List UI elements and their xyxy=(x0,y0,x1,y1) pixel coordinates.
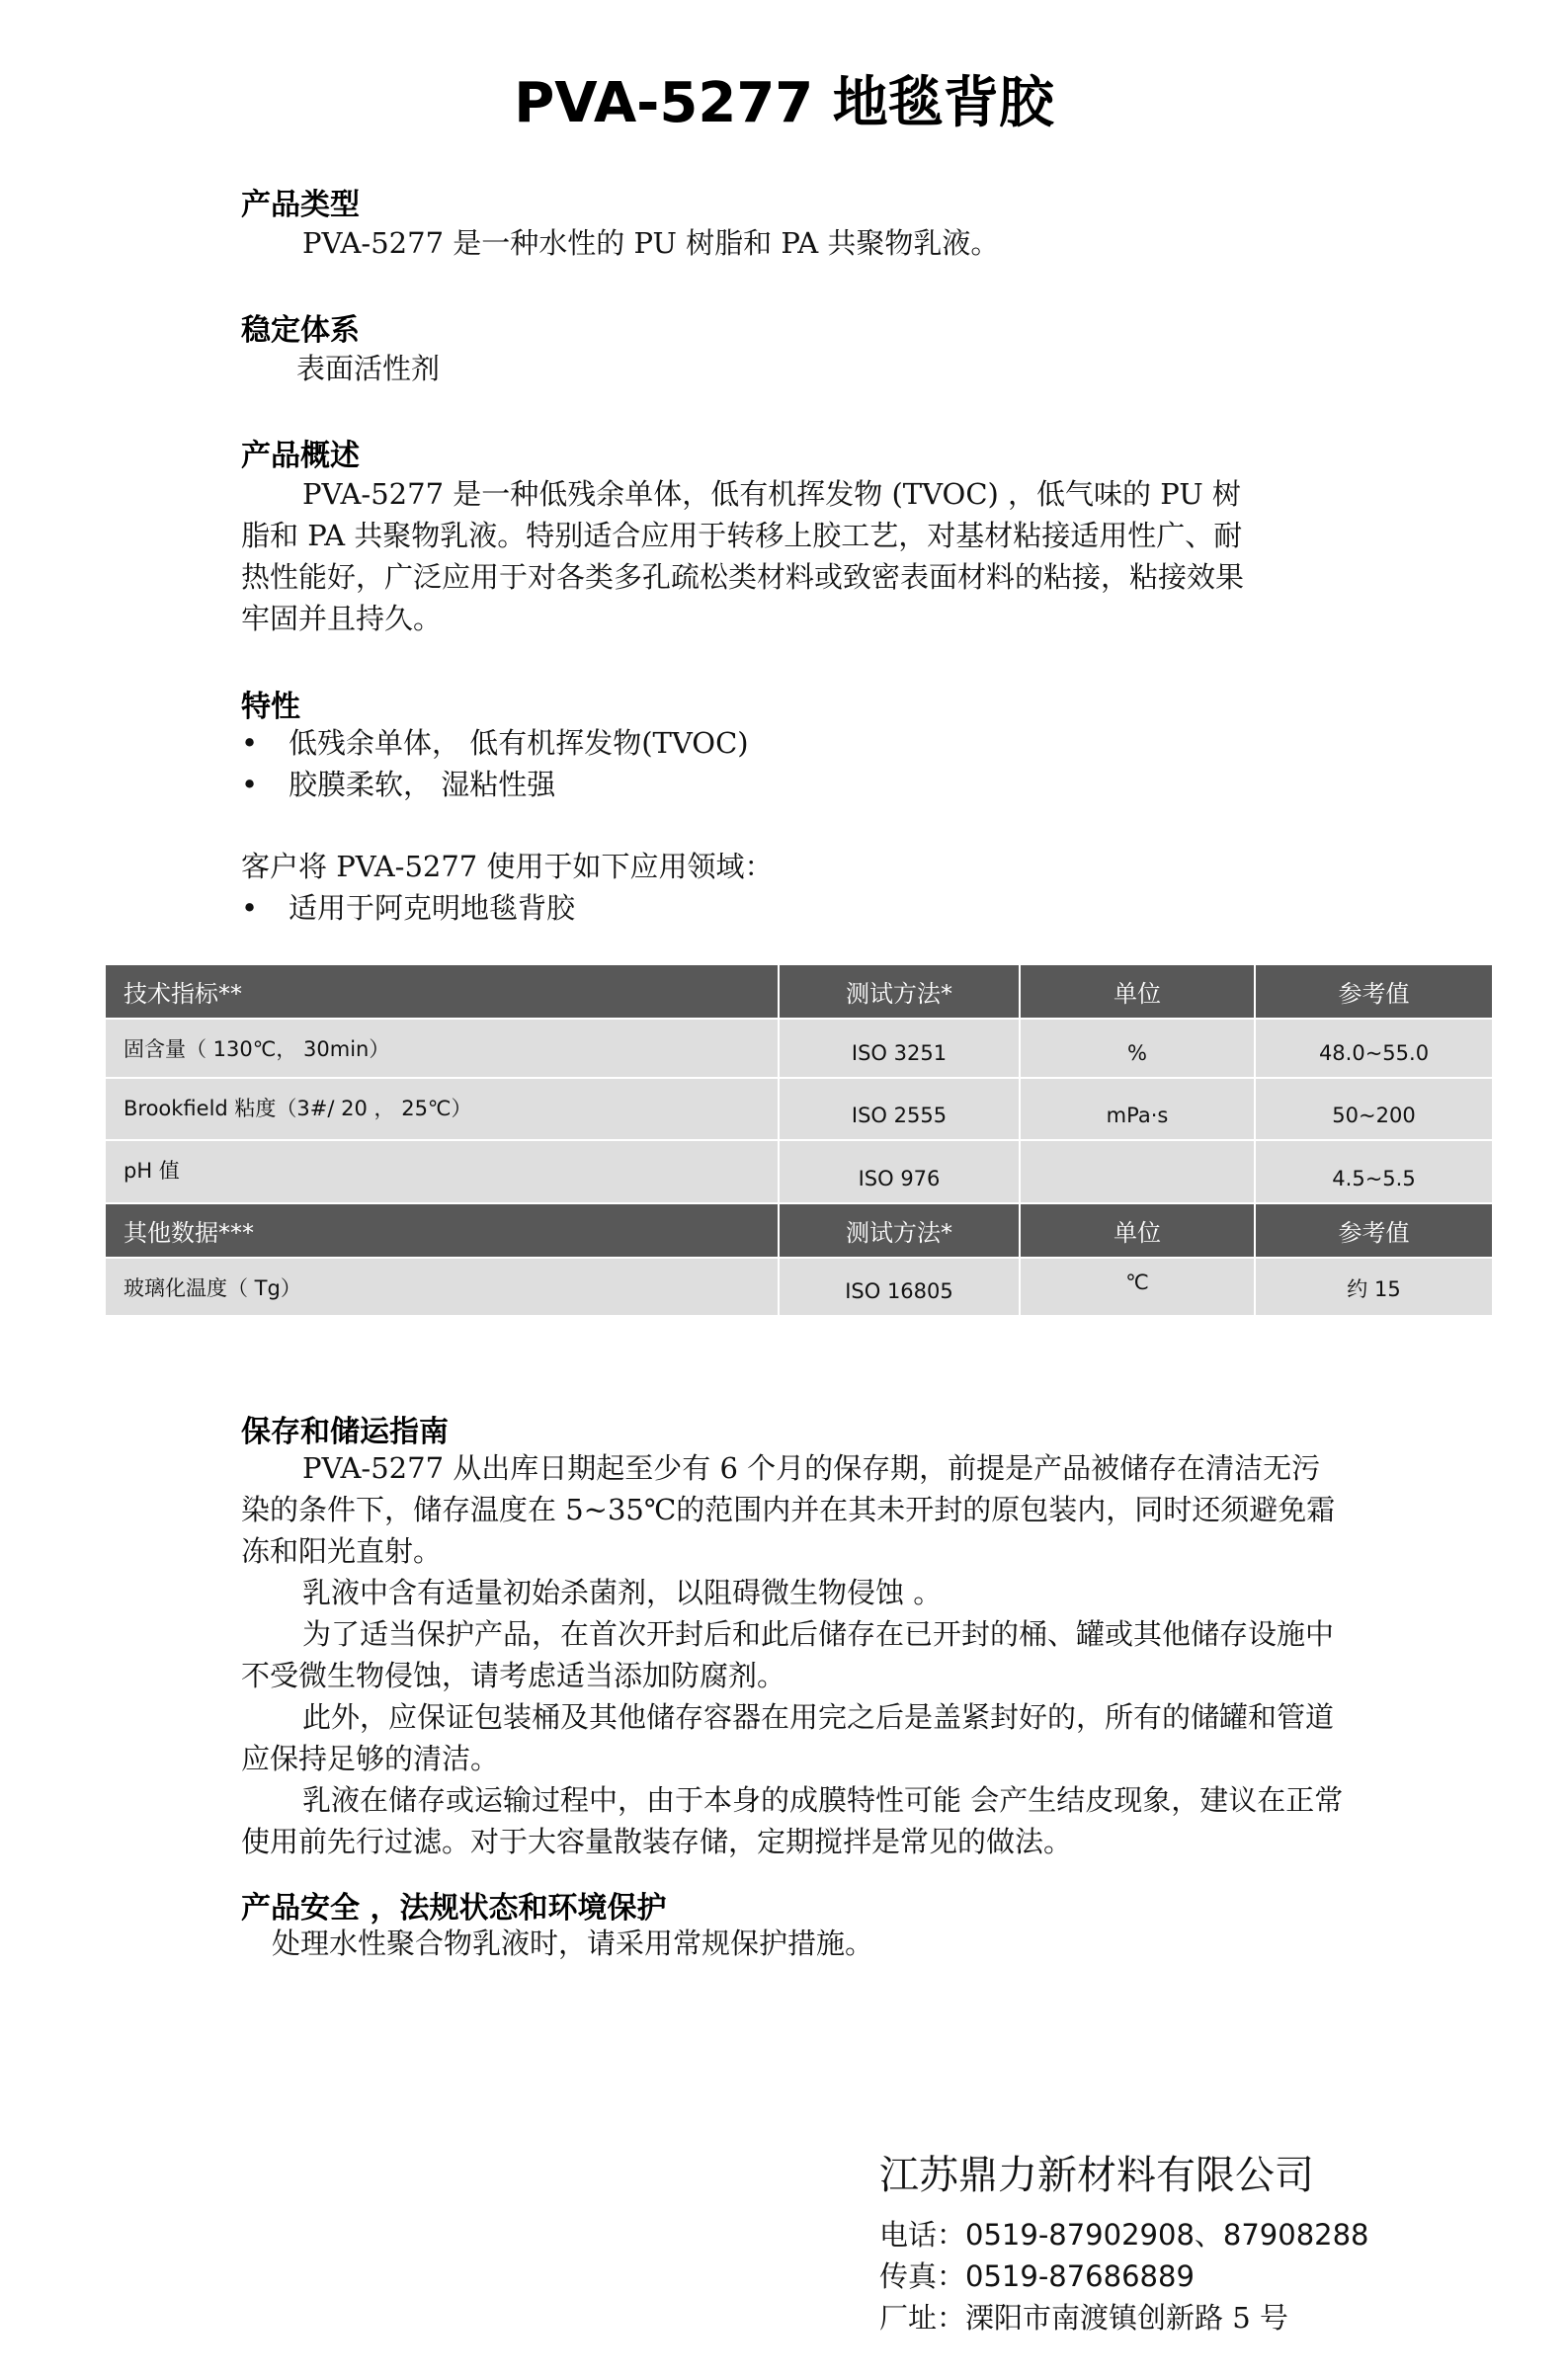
storage-paragraph: 乳液在储存或运输过程中，由于本身的成膜特性可能 会产生结皮现象，建议在正常使用前先行过滤。对于大容量散装存储，定期搅拌是常见的做法。 xyxy=(241,1783,1344,1858)
overview-text: PVA-5277 是一种低残余单体，低有机挥发物 (TVOC) ，低气味的 PU 树脂和 PA 共聚物乳液。特别适合应用于转移上胶工艺，对基材粘接适用性广、耐热性能好，广泛应用于对各类多孔疏松类材料或致密表面材料的粘接，粘接效果牢固并且持久。 xyxy=(241,477,1245,635)
fax-label: 传真： xyxy=(879,2259,966,2293)
table-row xyxy=(106,1020,1492,1079)
table-header-cell: 单位 xyxy=(1021,1204,1256,1259)
stabilization-text: 表面活性剂 xyxy=(296,352,441,385)
table-cell-value: 约 15 xyxy=(1256,1259,1492,1317)
table-cell-value: 50~200 xyxy=(1256,1079,1492,1141)
section-heading-safety: 产品安全 ，法规状态和环境保护 xyxy=(241,1891,667,1926)
applications-intro: 客户将 PVA-5277 使用于如下应用领域： xyxy=(241,850,774,883)
table-header-cell: 其他数据*** xyxy=(106,1204,780,1259)
storage-paragraph: 乳液中含有适量初始杀菌剂，以阻碍微生物侵蚀 。 xyxy=(302,1576,943,1609)
company-address xyxy=(879,2297,1288,2338)
table-header-row xyxy=(106,965,1492,1020)
table-cell-unit xyxy=(1021,1141,1256,1204)
table-cell-method: ISO 3251 xyxy=(780,1020,1021,1079)
table-cell-method: ISO 2555 xyxy=(780,1079,1021,1141)
feature-item xyxy=(241,722,749,764)
table-cell-unit: % xyxy=(1021,1020,1256,1079)
table-cell-name: Brookfield 粘度（3#/ 20 ， 25℃） xyxy=(106,1079,780,1141)
table-header-cell: 技术指标** xyxy=(106,965,780,1020)
application-item xyxy=(241,887,575,929)
product-type-text: PVA-5277 是一种水性的 PU 树脂和 PA 共聚物乳液。 xyxy=(302,226,1000,260)
table-cell-name: 固含量（ 130℃， 30min） xyxy=(106,1020,780,1079)
table-row xyxy=(106,1079,1492,1141)
table-header-cell: 测试方法* xyxy=(780,965,1021,1020)
company-fax xyxy=(879,2255,1195,2297)
company-phone xyxy=(879,2214,1369,2255)
table-cell-name: pH 值 xyxy=(106,1141,780,1204)
bullet-icon: • xyxy=(241,726,259,760)
table-cell-name: 玻璃化温度（ Tg） xyxy=(106,1259,780,1317)
section-heading-features: 特性 xyxy=(241,690,300,724)
feature-item xyxy=(241,764,555,805)
address-label: 厂址： xyxy=(879,2301,966,2335)
table-cell-unit: mPa·s xyxy=(1021,1079,1256,1141)
storage-paragraph: PVA-5277 从出库日期起至少有 6 个月的保存期，前提是产品被储存在清洁无污染的条件下，储存温度在 5~35℃的范围内并在其未开封的原包装内，同时还须避免霜冻和阳光直射。 xyxy=(241,1451,1336,1568)
table-header-cell: 测试方法* xyxy=(780,1204,1021,1259)
feature-item-text: 胶膜柔软， 湿粘性强 xyxy=(289,768,556,801)
storage-paragraph: 为了适当保护产品，在首次开封后和此后储存在已开封的桶、罐或其他储存设施中不受微生物侵蚀，请考虑适当添加防腐剂。 xyxy=(241,1617,1335,1692)
company-name: 江苏鼎力新材料有限公司 xyxy=(879,2153,1314,2198)
table-cell-unit: ℃ xyxy=(1021,1259,1256,1317)
section-heading-storage: 保存和储运指南 xyxy=(241,1415,449,1449)
feature-item-text: 低残余单体， 低有机挥发物(TVOC) xyxy=(289,726,749,760)
bullet-icon: • xyxy=(241,768,259,801)
table-cell-method: ISO 976 xyxy=(780,1141,1021,1204)
phone-label: 电话： xyxy=(879,2218,966,2252)
bullet-icon: • xyxy=(241,891,259,925)
document-title: PVA-5277 地毯背胶 xyxy=(514,71,1054,135)
section-heading-stabilization: 稳定体系 xyxy=(241,313,360,348)
application-item-text: 适用于阿克明地毯背胶 xyxy=(289,891,576,925)
spec-table xyxy=(106,965,1492,1317)
phone-value: 0519-87902908、87908288 xyxy=(965,2218,1369,2252)
storage-paragraph: 此外，应保证包装桶及其他储存容器在用完之后是盖紧封好的，所有的储罐和管道应保持足够的清洁。 xyxy=(241,1700,1335,1775)
table-header-row xyxy=(106,1204,1492,1259)
section-heading-overview: 产品概述 xyxy=(241,439,360,473)
table-header-cell: 参考值 xyxy=(1256,965,1492,1020)
table-cell-value: 48.0~55.0 xyxy=(1256,1020,1492,1079)
table-cell-method: ISO 16805 xyxy=(780,1259,1021,1317)
table-header-cell: 参考值 xyxy=(1256,1204,1492,1259)
table-header-cell: 单位 xyxy=(1021,965,1256,1020)
table-cell-value: 4.5~5.5 xyxy=(1256,1141,1492,1204)
fax-value: 0519-87686889 xyxy=(965,2259,1195,2293)
address-value: 溧阳市南渡镇创新路 5 号 xyxy=(965,2301,1288,2335)
table-row xyxy=(106,1141,1492,1204)
table-row xyxy=(106,1259,1492,1317)
safety-text: 处理水性聚合物乳液时，请采用常规保护措施。 xyxy=(272,1927,874,1960)
section-heading-product-type: 产品类型 xyxy=(241,188,360,222)
